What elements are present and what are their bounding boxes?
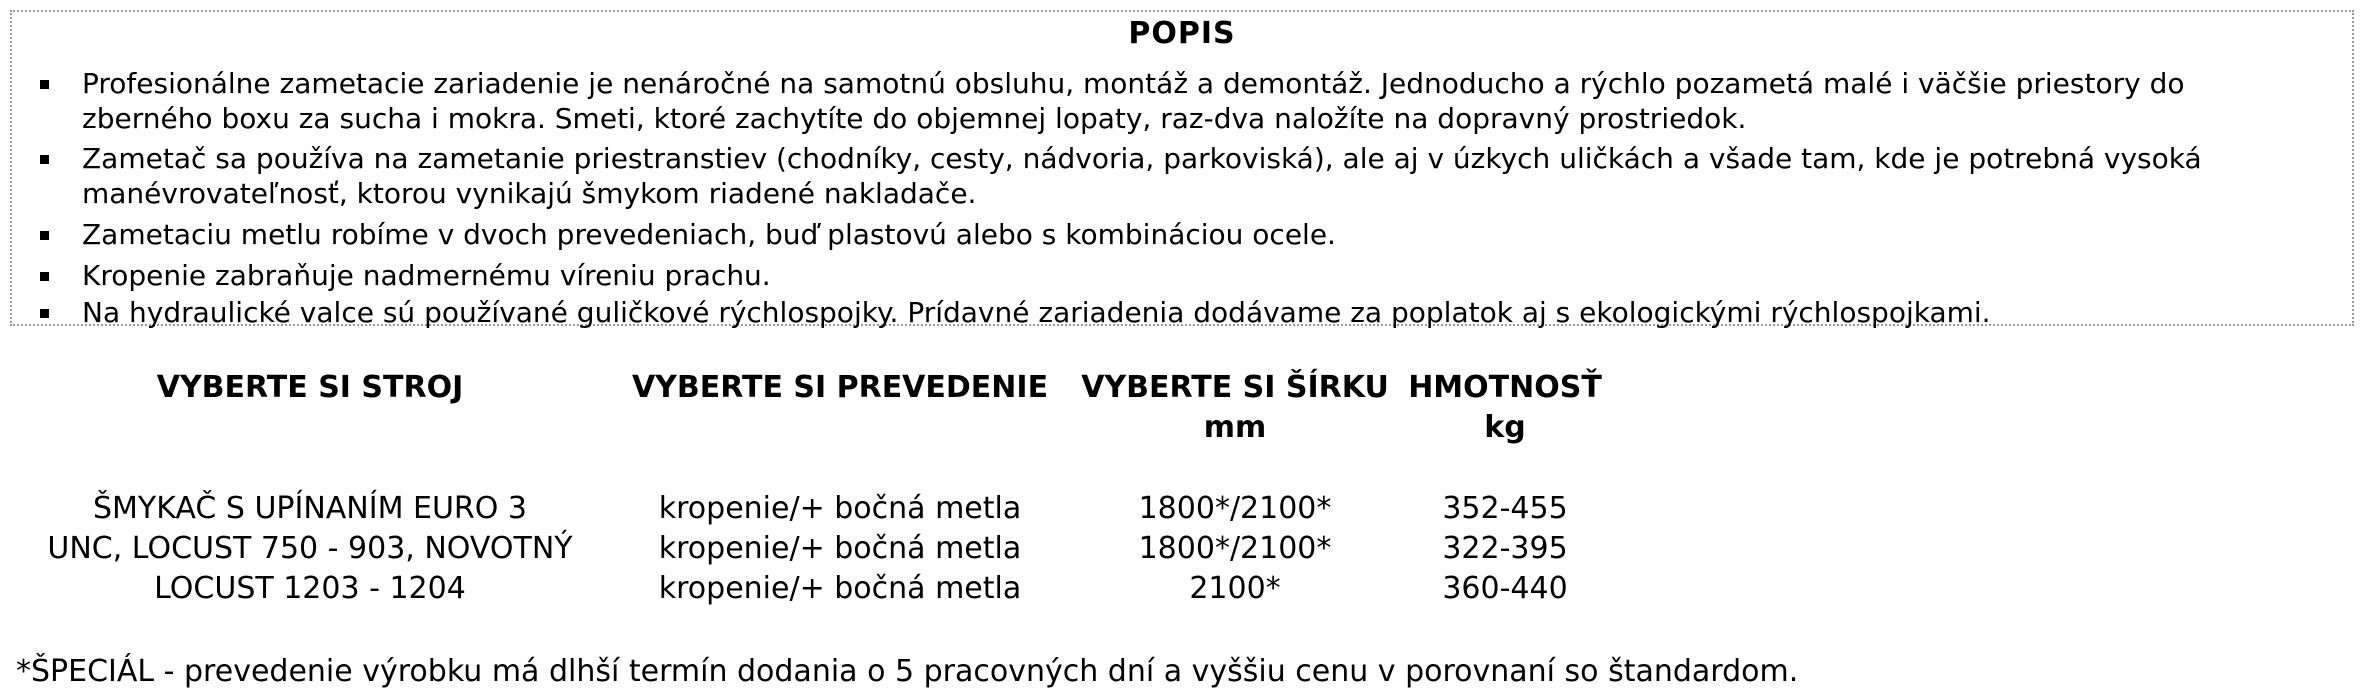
description-item [82,295,2322,330]
weight-cell: 360-440 [1442,571,1568,606]
description-text: Profesionálne zametacie zariadenie je nenáročné na samotnú obsluhu, montáž a demontáž. Jednoducho a rýchlo pozametá malé i väčšie priestory do zberného boxu za sucha i mokra. Smeti, ktoré zachytíte do objemnej lopaty, raz-dva naložíte na dopravný prostriedok. [82,67,2185,135]
weight-unit: kg [1484,410,1526,445]
footnote: *ŠPECIÁL - prevedenie výrobku má dlhší termín dodania o 5 pracovných dní a vyššiu cenu v porovnaní so štandardom. [16,654,1799,689]
header-weight: HMOTNOSŤ [1408,370,1602,405]
header-width: VYBERTE SI ŠÍRKU [1081,370,1389,405]
width-cell: 2100* [1189,571,1281,606]
weight-cell: 322-395 [1442,531,1568,566]
header-machine: VYBERTE SI STROJ [156,370,464,405]
description-box [10,10,2354,329]
width-cell: 1800*/2100* [1138,531,1332,566]
version-cell: kropenie/+ bočná metla [658,571,1022,606]
table-row [0,529,1700,569]
description-text: Zametač sa používa na zametanie priestranstiev (chodníky, cesty, nádvoria, parkoviská), ale aj v úzkych uličkách a všade tam, kde je potrebná vysoká manévrovateľnosť, ktorou vynikajú šmykom riadené nakladače. [82,142,2202,210]
bullet-icon [40,309,49,318]
weight-cell: 352-455 [1442,491,1568,526]
width-unit: mm [1203,410,1267,445]
version-cell: kropenie/+ bočná metla [658,491,1022,526]
bullet-icon [40,272,49,281]
header-version: VYBERTE SI PREVEDENIE [631,370,1049,405]
description-text: Zametaciu metlu robíme v dvoch prevedeniach, buď plastovú alebo s kombináciou ocele. [82,218,1336,251]
machine-cell: LOCUST 1203 - 1204 [154,571,466,606]
bullet-icon [40,80,49,89]
machine-cell: UNC, LOCUST 750 - 903, NOVOTNÝ [47,531,573,566]
description-item [82,258,2322,293]
bullet-icon [40,231,49,240]
description-text: Kropenie zabraňuje nadmernému víreniu prachu. [82,259,771,292]
width-cell: 1800*/2100* [1138,491,1332,526]
bullet-icon [40,155,49,164]
machine-cell: ŠMYKAČ S UPÍNANÍM EURO 3 [92,491,528,526]
description-title: POPIS [1128,16,1236,51]
description-item [82,66,2322,136]
description-item [82,141,2322,211]
table-row [0,489,1700,529]
description-item [82,217,2322,252]
table-row [0,569,1700,609]
description-text: Na hydraulické valce sú používané guličkové rýchlospojky. Prídavné zariadenia dodávame za poplatok aj s ekologickými rýchlospojkami. [82,296,1991,329]
version-cell: kropenie/+ bočná metla [658,531,1022,566]
